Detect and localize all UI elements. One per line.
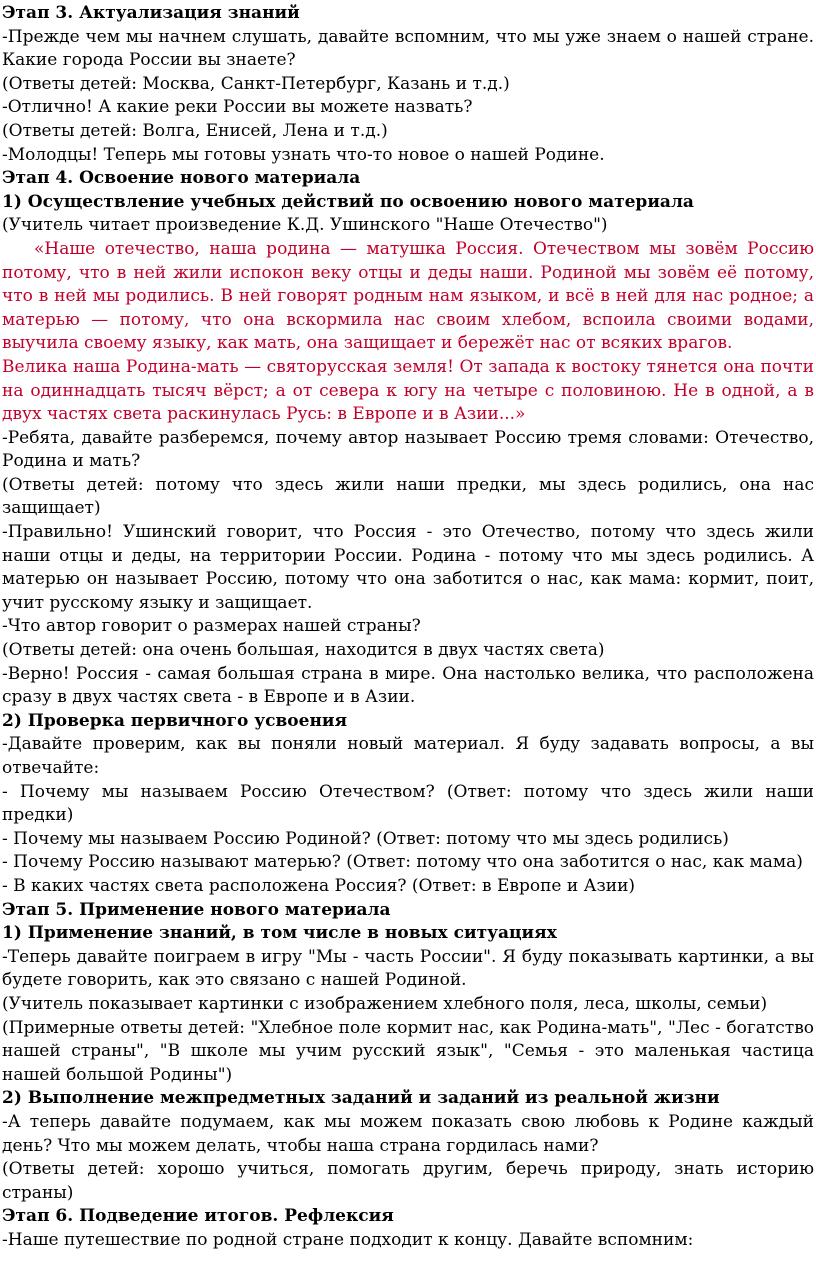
section-heading: 1) Осуществление учебных действий по освоению нового материала: [2, 191, 694, 212]
paragraph: -Отлично! А какие реки России вы можете назвать?: [2, 97, 473, 118]
section-heading: 1) Применение знаний, в том числе в новых ситуациях: [2, 923, 557, 944]
ushinsky-quote: «Наше отечество, наша родина — матушка Россия. Отечеством мы зовём Россию потому, что в ней жили испокон веку отцы и деды наши. Родиной мы зовём её потому, что в ней мы родились. В ней говорят родным нам языком, и всё в ней для нас родное; а матерью — потому, что она вскормила нас своим хлебом, вспоила своими водами, выучила своему языку, как мать, она защищает и бережёт нас от всяких врагов.: [2, 238, 814, 354]
paragraph: (Ответы детей: Волга, Енисей, Лена и т.д.): [2, 120, 388, 141]
paragraph: -Теперь давайте поиграем в игру "Мы - часть России". Я буду показывать картинки, а вы будете говорить, как это связано с нашей Родиной.: [2, 946, 814, 991]
paragraph: (Ответы детей: потому что здесь жили наши предки, мы здесь родились, она нас защищает): [2, 474, 814, 519]
section-heading: 2) Проверка первичного усвоения: [2, 710, 348, 731]
question-item: - Почему Россию называют матерью? (Ответ: потому что она заботится о нас, как мама): [2, 852, 803, 873]
question-item: - В каких частях света расположена Россия? (Ответ: в Европе и Азии): [2, 875, 636, 896]
ushinsky-quote-continued: Велика наша Родина-мать — святорусская земля! От запада к востоку тянется она почти на одиннадцать тысяч вёрст; а от севера к югу на четыре с половиною. Не в одной, а в двух частях света раскинулась Русь: в Европе и в Азии...»: [2, 356, 814, 425]
paragraph: -А теперь давайте подумаем, как мы можем показать свою любовь к Родине каждый день? Что мы можем делать, чтобы наша страна гордилась нами?: [2, 1111, 814, 1156]
stage-6-heading: Этап 6. Подведение итогов. Рефлексия: [2, 1206, 394, 1227]
paragraph: (Учитель показывает картинки с изображением хлебного поля, леса, школы, семьи): [2, 993, 768, 1014]
question-item: - Почему мы называем Россию Отечеством? (Ответ: потому что здесь жили наши предки): [2, 781, 814, 826]
paragraph: -Прежде чем мы начнем слушать, давайте вспомним, что мы уже знаем о нашей стране. Какие города России вы знаете?: [2, 26, 814, 71]
paragraph: -Что автор говорит о размерах нашей страны?: [2, 616, 421, 637]
stage-5-heading: Этап 5. Применение нового материала: [2, 899, 391, 920]
section-heading: 2) Выполнение межпредметных заданий и заданий из реальной жизни: [2, 1088, 720, 1109]
paragraph: (Ответы детей: Москва, Санкт-Петербург, Казань и т.д.): [2, 73, 510, 94]
paragraph: (Примерные ответы детей: "Хлебное поле кормит нас, как Родина-мать", "Лес - богатство нашей страны", "В школе мы учим русский язык", "Семья - это маленькая частица нашей большой Родины"): [2, 1017, 814, 1085]
stage-4-heading: Этап 4. Освоение нового материала: [2, 168, 361, 189]
paragraph: -Ребята, давайте разберемся, почему автор называет Россию тремя словами: Отечество, Родина и мать?: [2, 427, 814, 472]
paragraph: -Верно! Россия - самая большая страна в мире. Она настолько велика, что расположена сразу в двух частях света - в Европе и в Азии.: [2, 663, 814, 708]
paragraph: (Ответы детей: она очень большая, находится в двух частях света): [2, 640, 605, 661]
stage-3-heading: Этап 3. Актуализация знаний: [2, 3, 300, 23]
paragraph: -Молодцы! Теперь мы готовы узнать что-то новое о нашей Родине.: [2, 144, 605, 165]
paragraph: -Наше путешествие по родной стране подходит к концу. Давайте вспомним:: [2, 1229, 694, 1250]
paragraph: -Давайте проверим, как вы поняли новый материал. Я буду задавать вопросы, а вы отвечайте:: [2, 734, 814, 778]
paragraph: -Правильно! Ушинский говорит, что Россия - это Отечество, потому что здесь жили наши отцы и деды, на территории России. Родина - потому что мы здесь родились. А матерью он называет Россию, потому что она заботится о нас, как мама: кормит, поит, учит русскому языку и защищает.: [2, 522, 814, 613]
paragraph: (Учитель читает произведение К.Д. Ушинского "Наше Отечество"): [2, 215, 608, 236]
question-item: - Почему мы называем Россию Родиной? (Ответ: потому что мы здесь родились): [2, 828, 729, 849]
paragraph: (Ответы детей: хорошо учиться, помогать другим, беречь природу, знать историю страны): [2, 1159, 814, 1203]
